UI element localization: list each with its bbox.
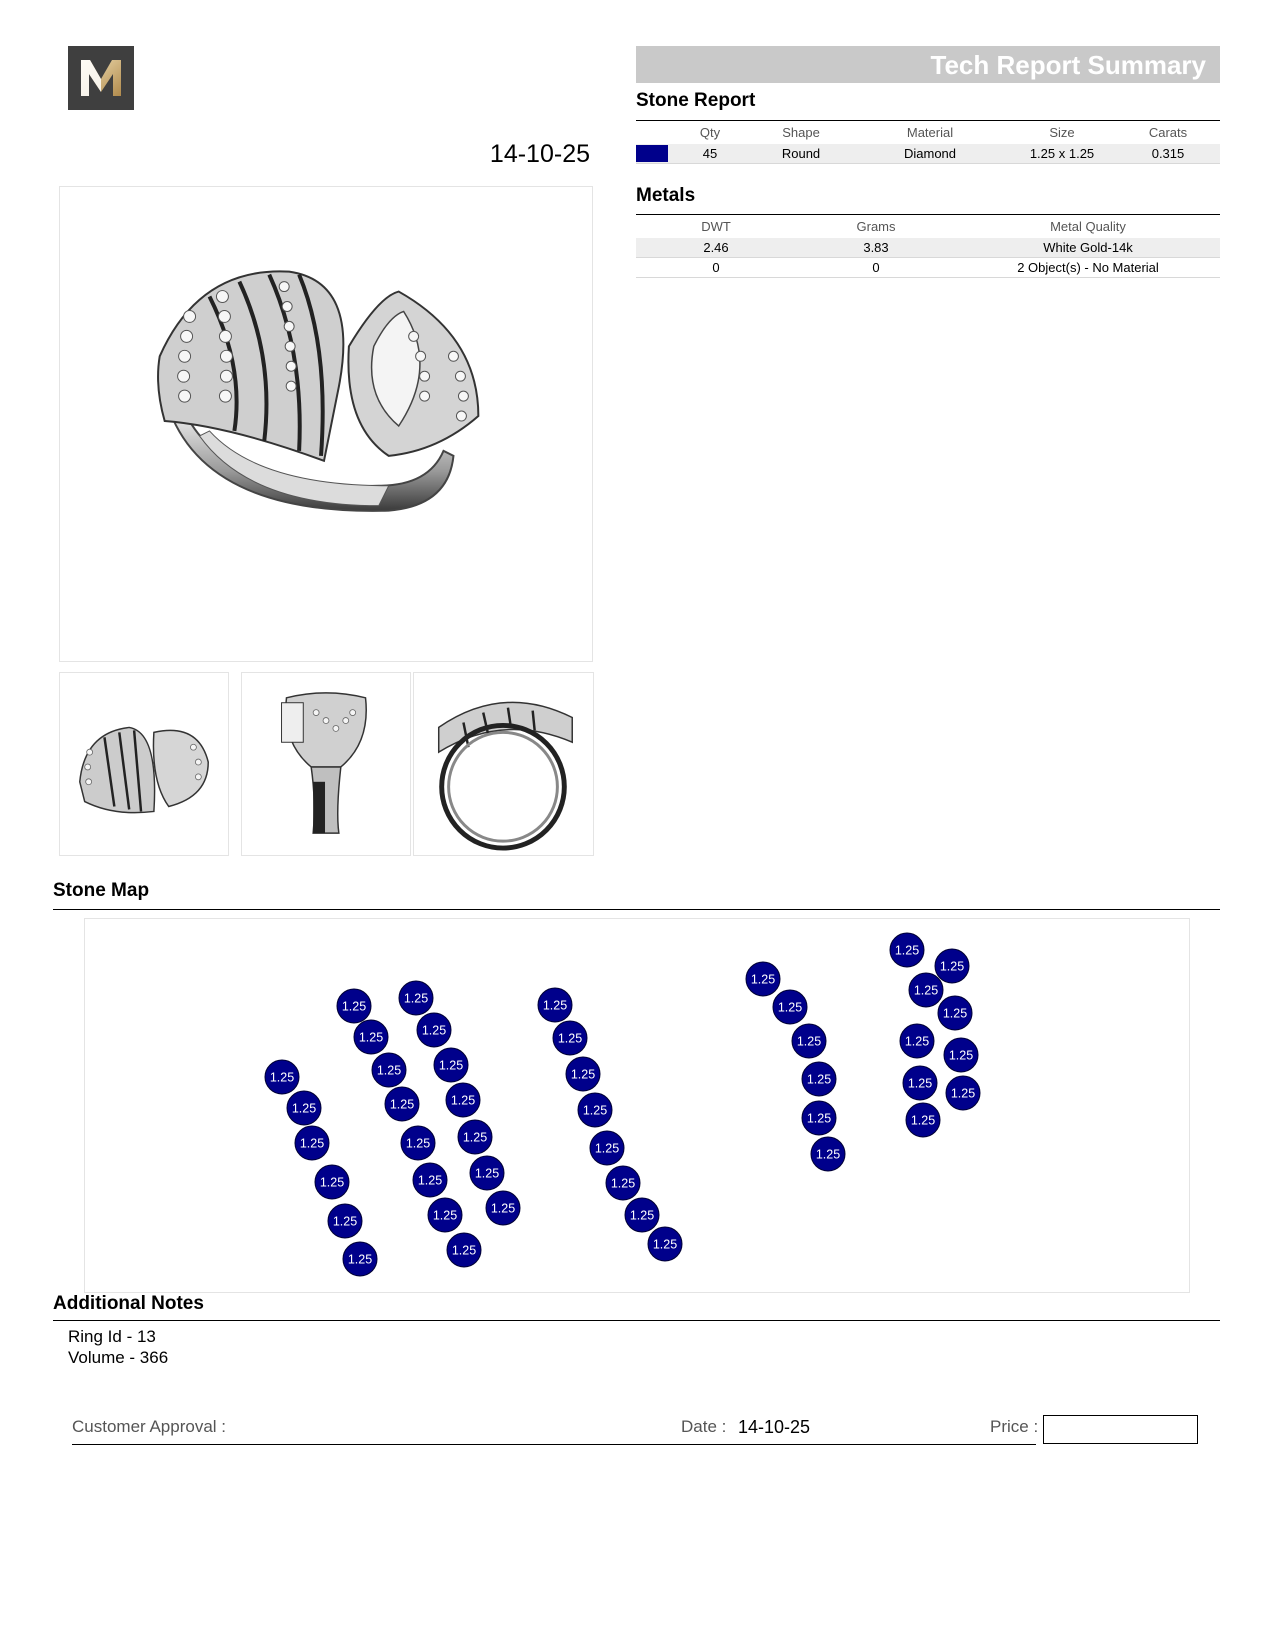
- stone-size-label: 1.25: [432, 1208, 458, 1223]
- stone-size-label: 1.25: [389, 1097, 415, 1112]
- stone-marker: [938, 996, 972, 1030]
- stone-size-label: 1.25: [347, 1252, 373, 1267]
- additional-notes-title: Additional Notes: [53, 1293, 204, 1314]
- stone-size-label: 1.25: [358, 1030, 384, 1045]
- stone-size-label: 1.25: [894, 943, 920, 958]
- stone-marker: [354, 1020, 388, 1054]
- note-line: Volume - 366: [68, 1348, 169, 1367]
- stone-marker: [625, 1198, 659, 1232]
- stone-report-title: Stone Report: [636, 90, 756, 111]
- stone-map-rule: [53, 909, 1220, 910]
- stone-size-label: 1.25: [376, 1063, 402, 1078]
- stone-size-label: 1.25: [269, 1070, 295, 1085]
- metals-rule: [636, 214, 1220, 215]
- stone-marker: [401, 1126, 435, 1160]
- stone-size-label: 1.25: [417, 1173, 443, 1188]
- stone-report-table: [636, 122, 1220, 164]
- column-header: Grams: [856, 219, 896, 234]
- table-cell: 3.83: [796, 238, 956, 258]
- stone-color-swatch: [636, 145, 668, 162]
- column-header: Size: [1049, 125, 1075, 140]
- stone-size-label: 1.25: [291, 1101, 317, 1116]
- stone-marker: [590, 1131, 624, 1165]
- price-value: [1044, 1416, 1197, 1424]
- price-label: Price :: [990, 1417, 1039, 1436]
- stone-marker: [538, 988, 572, 1022]
- stone-marker: [446, 1083, 480, 1117]
- price-input-box[interactable]: [1043, 1415, 1198, 1444]
- stone-marker: [792, 1024, 826, 1058]
- ring-thumbnail-front[interactable]: [413, 672, 594, 856]
- table-cell: Round: [750, 144, 852, 164]
- stone-size-label: 1.25: [777, 1000, 803, 1015]
- stone-marker: [906, 1103, 940, 1137]
- stone-report-rule: [636, 120, 1220, 121]
- stone-marker: [648, 1227, 682, 1261]
- stone-marker: [328, 1204, 362, 1238]
- stone-marker: [890, 933, 924, 967]
- stone-size-label: 1.25: [806, 1072, 832, 1087]
- date-label: Date :: [681, 1417, 727, 1436]
- stone-size-label: 1.25: [542, 998, 568, 1013]
- stone-size-label: 1.25: [319, 1175, 345, 1190]
- ring-thumbnail-perspective[interactable]: [59, 672, 229, 856]
- title-bar: [636, 46, 1220, 83]
- column-header: Carats: [1148, 125, 1188, 140]
- report-title: Tech Report Summary: [930, 50, 1206, 80]
- table-header-row: [636, 216, 1220, 238]
- stone-marker: [295, 1126, 329, 1160]
- approval-date-value: 14-10-25: [738, 1417, 811, 1437]
- table-cell: 2 Object(s) - No Material: [956, 258, 1220, 278]
- stone-size-label: 1.25: [629, 1208, 655, 1223]
- stone-size-label: 1.25: [796, 1034, 822, 1049]
- stone-size-label: 1.25: [332, 1214, 358, 1229]
- stone-marker: [434, 1048, 468, 1082]
- stone-marker: [909, 973, 943, 1007]
- stone-size-label: 1.25: [474, 1166, 500, 1181]
- stone-marker: [802, 1062, 836, 1096]
- stone-marker: [385, 1087, 419, 1121]
- stone-marker: [413, 1163, 447, 1197]
- stone-map-title: Stone Map: [53, 880, 150, 901]
- stone-marker: [746, 962, 780, 996]
- column-header: Qty: [699, 125, 721, 140]
- stone-size-label: 1.25: [939, 959, 965, 974]
- stone-size-label: 1.25: [904, 1034, 930, 1049]
- stone-size-label: 1.25: [913, 983, 939, 998]
- table-cell: 0.315: [1116, 144, 1220, 164]
- column-header: Material: [906, 125, 954, 140]
- stone-size-label: 1.25: [490, 1201, 516, 1216]
- stone-marker: [946, 1076, 980, 1110]
- stone-marker: [265, 1060, 299, 1094]
- table-row: [636, 258, 1220, 278]
- stone-size-label: 1.25: [948, 1048, 974, 1063]
- metals-table: [636, 216, 1220, 278]
- stone-marker: [944, 1038, 978, 1072]
- stone-marker: [470, 1156, 504, 1190]
- stone-size-label: 1.25: [451, 1243, 477, 1258]
- stone-map-canvas: [85, 919, 1189, 1292]
- stone-size-label: 1.25: [950, 1086, 976, 1101]
- table-row: [636, 238, 1220, 258]
- metals-title: Metals: [636, 185, 696, 206]
- stone-marker: [553, 1021, 587, 1055]
- stone-marker: [372, 1053, 406, 1087]
- stone-map: [84, 918, 1190, 1293]
- note-line: Ring Id - 13: [68, 1327, 156, 1346]
- stone-size-label: 1.25: [942, 1006, 968, 1021]
- stone-marker: [287, 1091, 321, 1125]
- stone-size-label: 1.25: [582, 1103, 608, 1118]
- stone-marker: [578, 1093, 612, 1127]
- stone-size-label: 1.25: [806, 1111, 832, 1126]
- stone-marker: [458, 1120, 492, 1154]
- ring-thumbnail-side[interactable]: [241, 672, 411, 856]
- stone-marker: [428, 1198, 462, 1232]
- stone-marker: [399, 981, 433, 1015]
- company-logo: [68, 46, 134, 110]
- additional-notes-rule: [53, 1320, 1220, 1321]
- stone-marker: [343, 1242, 377, 1276]
- stone-marker: [811, 1137, 845, 1171]
- approval-signature-line[interactable]: [72, 1444, 1036, 1445]
- stone-marker: [903, 1066, 937, 1100]
- report-date: 14-10-25: [489, 140, 590, 168]
- column-header: Shape: [782, 125, 820, 140]
- customer-approval-label: Customer Approval :: [72, 1417, 227, 1436]
- stone-marker: [315, 1165, 349, 1199]
- stone-size-label: 1.25: [907, 1076, 933, 1091]
- stone-marker: [935, 949, 969, 983]
- stone-marker: [486, 1191, 520, 1225]
- table-row: [636, 144, 1220, 164]
- stone-marker: [447, 1233, 481, 1267]
- table-cell: White Gold-14k: [956, 238, 1220, 258]
- stone-size-label: 1.25: [610, 1176, 636, 1191]
- table-cell: 45: [670, 144, 750, 164]
- stone-size-label: 1.25: [570, 1067, 596, 1082]
- column-header: Metal Quality: [1050, 219, 1126, 234]
- table-cell: Diamond: [852, 144, 1008, 164]
- table-header-row: [636, 122, 1220, 144]
- stone-marker: [773, 990, 807, 1024]
- stone-size-label: 1.25: [652, 1237, 678, 1252]
- ring-main-image: [59, 186, 593, 662]
- stone-size-label: 1.25: [405, 1136, 431, 1151]
- stone-size-label: 1.25: [815, 1147, 841, 1162]
- stone-size-label: 1.25: [462, 1130, 488, 1145]
- stone-marker: [606, 1166, 640, 1200]
- stone-marker: [802, 1101, 836, 1135]
- stone-size-label: 1.25: [450, 1093, 476, 1108]
- table-cell: 0: [796, 258, 956, 278]
- stone-size-label: 1.25: [421, 1023, 447, 1038]
- stone-marker: [337, 989, 371, 1023]
- stone-size-label: 1.25: [557, 1031, 583, 1046]
- table-cell: 0: [636, 258, 796, 278]
- column-header: DWT: [701, 219, 731, 234]
- table-cell: 2.46: [636, 238, 796, 258]
- stone-marker: [566, 1057, 600, 1091]
- stone-size-label: 1.25: [594, 1141, 620, 1156]
- stone-size-label: 1.25: [910, 1113, 936, 1128]
- stone-size-label: 1.25: [341, 999, 367, 1014]
- stone-size-label: 1.25: [750, 972, 776, 987]
- stone-marker: [417, 1013, 451, 1047]
- stone-marker: [900, 1024, 934, 1058]
- table-cell: 1.25 x 1.25: [1008, 144, 1116, 164]
- stone-size-label: 1.25: [438, 1058, 464, 1073]
- stone-size-label: 1.25: [299, 1136, 325, 1151]
- stone-size-label: 1.25: [403, 991, 429, 1006]
